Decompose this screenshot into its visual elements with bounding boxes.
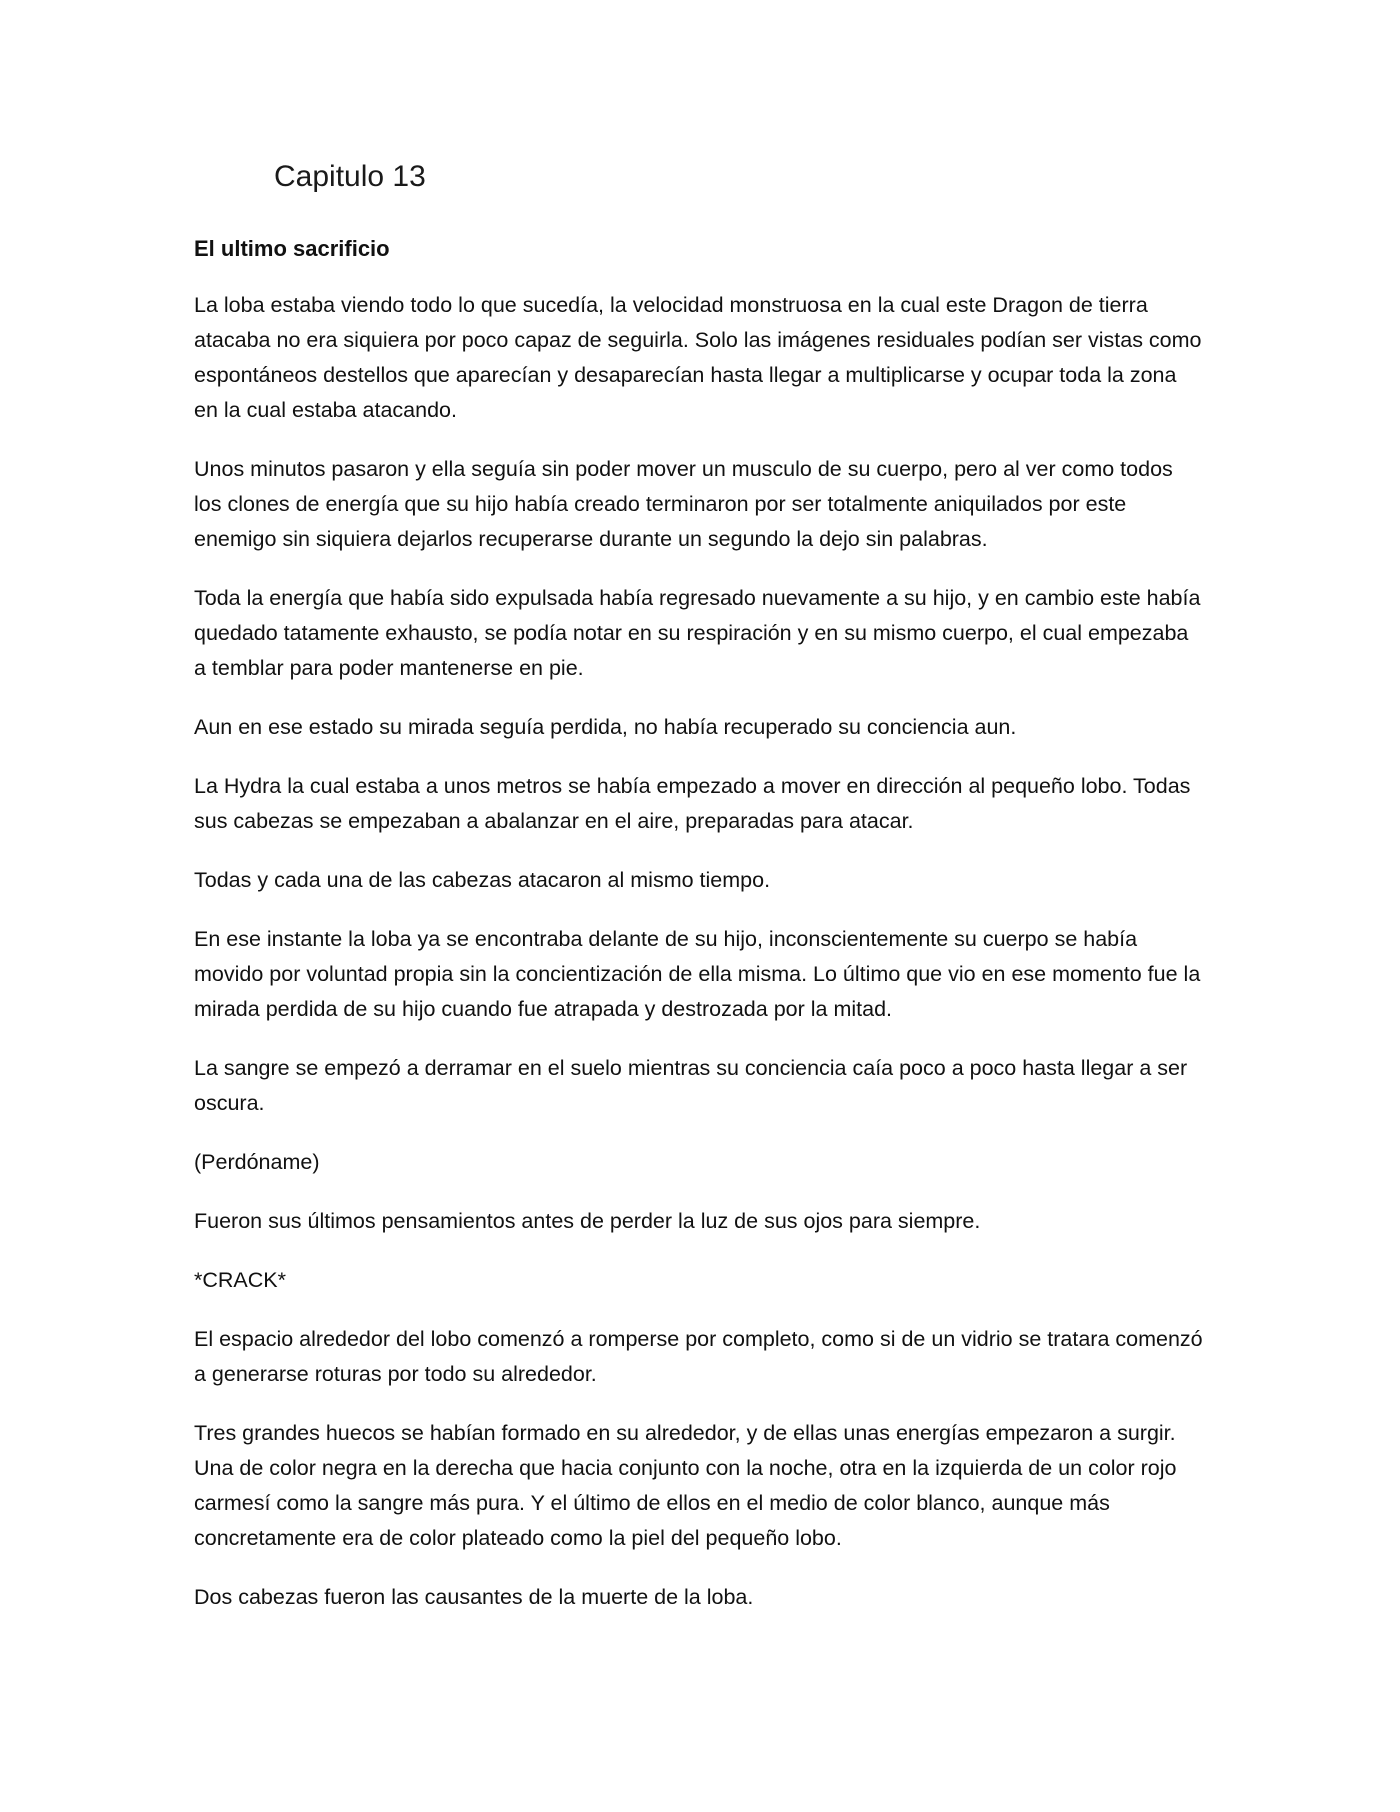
paragraph: Tres grandes huecos se habían formado en su alrededor, y de ellas unas energías empezaron a surgir. Una de color negra en la derecha que hacia conjunto con la noche, otra en la izquierda de un color rojo carmesí como la sangre más pura. Y el último de ellos en el medio de color blanco, aunque más concretamente era de color plateado como la piel del pequeño lobo. <box>194 1421 1177 1550</box>
paragraph: (Perdóname) <box>194 1150 320 1174</box>
paragraph: Dos cabezas fueron las causantes de la muerte de la loba. <box>194 1585 754 1609</box>
paragraph: En ese instante la loba ya se encontraba delante de su hijo, inconscientemente su cuerpo se había movido por voluntad propia sin la concientización de ella misma. Lo último que vio en ese momento fue la mirada perdida de su hijo cuando fue atrapada y destrozada por la mitad. <box>194 927 1201 1021</box>
chapter-title: Capitulo 13 <box>274 160 426 193</box>
chapter-body <box>194 232 1204 1639</box>
paragraph: *CRACK* <box>194 1268 286 1292</box>
paragraph: Aun en ese estado su mirada seguía perdida, no había recuperado su conciencia aun. <box>194 715 1017 739</box>
paragraph: Toda la energía que había sido expulsada había regresado nuevamente a su hijo, y en cambio este había quedado tatamente exhausto, se podía notar en su respiración y en su mismo cuerpo, el cual empezaba a temblar para poder mantenerse en pie. <box>194 586 1201 680</box>
paragraph: La loba estaba viendo todo lo que sucedía, la velocidad monstruosa en la cual este Dragon de tierra atacaba no era siquiera por poco capaz de seguirla. Solo las imágenes residuales podían ser vistas como espontáneos destellos que aparecían y desaparecían hasta llegar a multiplicarse y ocupar toda la zona en la cual estaba atacando. <box>194 293 1202 422</box>
paragraph: Unos minutos pasaron y ella seguía sin poder mover un musculo de su cuerpo, pero al ver como todos los clones de energía que su hijo había creado terminaron por ser totalmente aniquilados por este enemigo sin siquiera dejarlos recuperarse durante un segundo la dejo sin palabras. <box>194 457 1173 551</box>
paragraph: Todas y cada una de las cabezas atacaron al mismo tiempo. <box>194 868 771 892</box>
paragraph: El espacio alrededor del lobo comenzó a romperse por completo, como si de un vidrio se tratara comenzó a generarse roturas por todo su alrededor. <box>194 1327 1203 1386</box>
paragraph: La sangre se empezó a derramar en el suelo mientras su conciencia caía poco a poco hasta llegar a ser oscura. <box>194 1056 1188 1115</box>
chapter-subtitle: El ultimo sacrificio <box>194 236 390 261</box>
paragraph: Fueron sus últimos pensamientos antes de perder la luz de sus ojos para siempre. <box>194 1209 981 1233</box>
paragraph: La Hydra la cual estaba a unos metros se había empezado a mover en dirección al pequeño lobo. Todas sus cabezas se empezaban a abalanzar en el aire, preparadas para atacar. <box>194 774 1191 833</box>
